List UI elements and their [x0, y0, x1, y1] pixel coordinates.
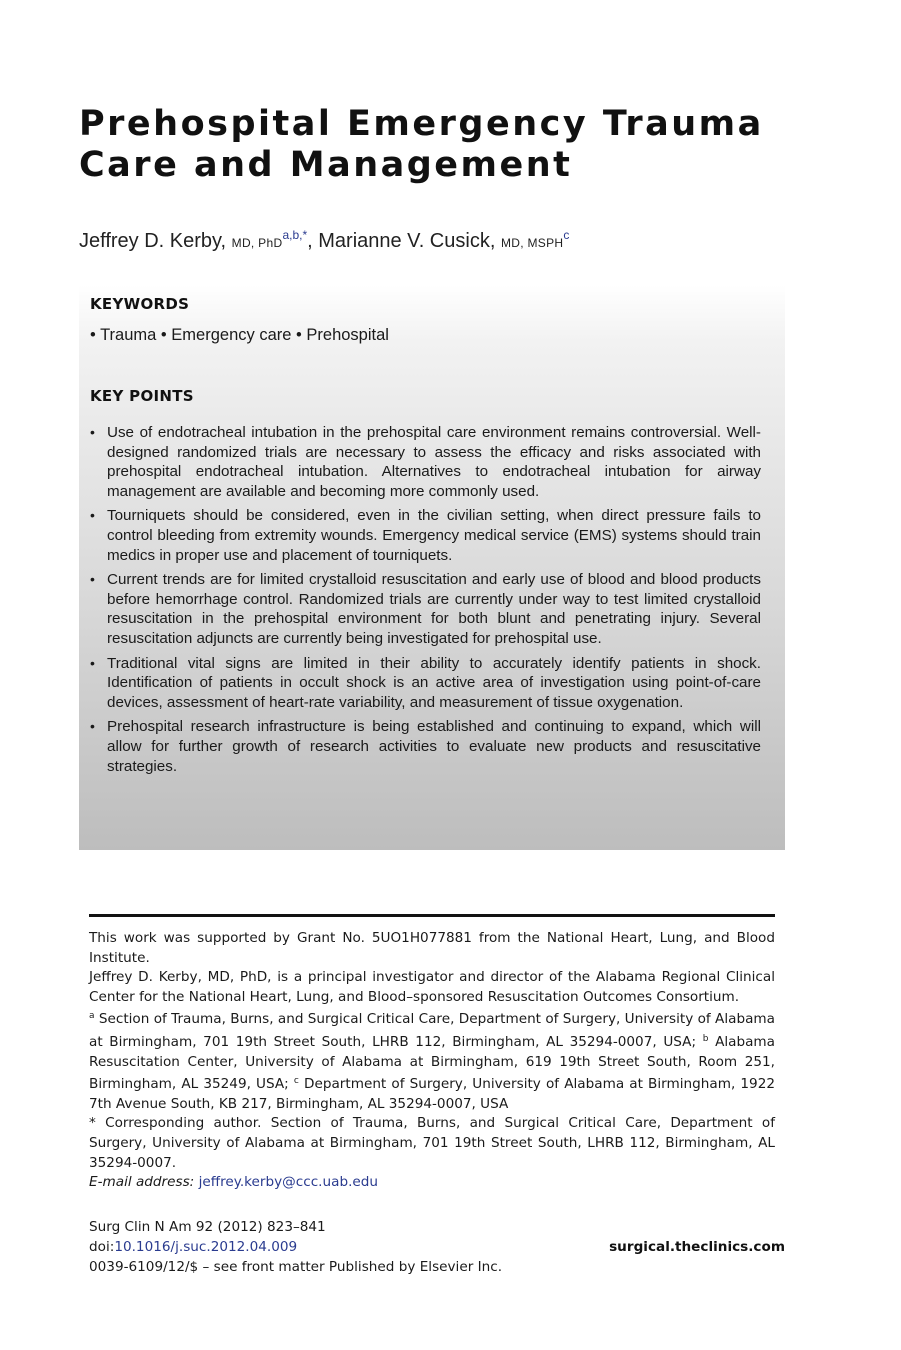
key-point-bullet: •	[90, 718, 95, 735]
keywords-heading: KEYWORDS	[90, 295, 190, 313]
key-point-item	[90, 654, 761, 713]
email-link[interactable]: jeffrey.kerby@ccc.uab.edu	[198, 1174, 379, 1191]
affiliation-mark-c: c	[293, 1076, 299, 1087]
keywords-keypoints-box	[79, 285, 785, 850]
affiliation-c: Department of Surgery, University of Alabama at Birmingham, 1922 7th Avenue South, KB 217, Birmingham, AL 35294-0007, USA	[89, 1076, 776, 1112]
keyword-item: Prehospital	[306, 326, 389, 344]
footnote-divider	[89, 914, 775, 917]
key-point-item	[90, 717, 761, 776]
author-name: Jeffrey D. Kerby,	[79, 230, 227, 252]
key-point-text: Tourniquets should be considered, even in the civilian setting, when direct pressure fails to control bleeding from extremity wounds. Emergency medical service (EMS) systems should train medics in proper use and placement of tourniquets.	[107, 507, 761, 564]
keyword-item: Trauma	[100, 326, 157, 344]
key-points-list	[90, 423, 761, 781]
author-degrees: MD, MSPH	[500, 236, 564, 250]
key-point-text: Traditional vital signs are limited in their ability to accurately identify patients in shock. Identification of patients in occult shock is an active area of investigation using point-of-care devices, assessment of heart-rate variability, and measurement of tissue oxygenation.	[107, 654, 761, 711]
title-line-1: Prehospital Emergency Trauma	[79, 104, 764, 144]
author-list: Jeffrey D. Kerby, MD, PhD$^{a,b,*}$, Marianne V. Cusick, MD, MSPH$^c$	[79, 228, 570, 252]
email-note	[89, 1173, 775, 1193]
key-points-heading: KEY POINTS	[90, 387, 194, 405]
affiliation-mark-a: a	[89, 1011, 95, 1022]
doi-prefix: doi:	[89, 1239, 115, 1255]
author-degrees: MD, PhD	[231, 236, 283, 250]
copyright-line: 0039-6109/12/$ – see front matter Published by Elsevier Inc.	[89, 1259, 503, 1275]
key-point-text: Current trends are for limited crystalloid resuscitation and early use of blood and blood products before hemorrhage control. Randomized trials are currently under way to test limited crystalloid resuscitation in the prehospital environment for both blunt and penetrating injury. Several resuscitation adjuncts are currently being investigated for prehospital use.	[107, 571, 761, 647]
title-line-2: Care and Management	[79, 145, 573, 185]
key-point-text: Use of endotracheal intubation in the prehospital care environment remains controversial. Well-designed randomized trials are necessary to assess the efficacy and risks associated with prehospital endotracheal intubation. Alternatives to endotracheal intubation for airway management are available and becoming more commonly used.	[107, 424, 761, 500]
key-point-item	[90, 506, 761, 565]
key-point-item	[90, 423, 761, 501]
doi-link[interactable]: 10.1016/j.suc.2012.04.009	[114, 1239, 298, 1255]
key-point-bullet: •	[90, 571, 95, 588]
key-point-text: Prehospital research infrastructure is being established and continuing to expand, which will allow for further growth of research activities to evaluate new products and resuscitative strategies.	[107, 718, 761, 775]
affiliations-note	[89, 1007, 775, 1114]
author-name: Marianne V. Cusick,	[318, 230, 496, 252]
keyword-bullet: •	[296, 326, 302, 344]
key-point-item	[90, 570, 761, 648]
funding-note: This work was supported by Grant No. 5UO1H077881 from the National Heart, Lung, and Blood Institute.	[89, 930, 775, 966]
key-point-bullet: •	[90, 507, 95, 524]
keywords-list	[90, 326, 389, 345]
citation-block	[89, 1217, 502, 1277]
author-affiliation-marks[interactable]: c	[563, 228, 570, 242]
email-label: E-mail address:	[89, 1174, 195, 1191]
author-affiliation-marks[interactable]: a,b,*	[282, 228, 308, 242]
affiliation-b: Alabama Resuscitation Center, University of Alabama at Birmingham, 619 19th Street South, Room 251, Birmingham, AL 35249, USA;	[89, 1033, 775, 1093]
journal-citation: Surg Clin N Am 92 (2012) 823–841	[89, 1219, 326, 1235]
article-title	[79, 104, 839, 186]
footnotes	[89, 929, 775, 1193]
journal-website[interactable]: surgical.theclinics.com	[609, 1239, 785, 1255]
keyword-item: Emergency care	[171, 326, 292, 344]
key-point-bullet: •	[90, 654, 95, 671]
keyword-bullet: •	[160, 326, 167, 344]
keyword-bullet: •	[90, 326, 96, 344]
disclosure-note: Jeffrey D. Kerby, MD, PhD, is a principal investigator and director of the Alabama Regional Clinical Center for the National Heart, Lung, and Blood–sponsored Resuscitation Outcomes Consortium.	[89, 969, 775, 1005]
key-point-bullet: •	[90, 424, 95, 440]
corresponding-author-note: * Corresponding author. Section of Trauma, Burns, and Surgical Critical Care, Department of Surgery, University of Alabama at Birmingham, 701 19th Street South, LHRB 112, Birmingham, AL 35294-0007.	[89, 1115, 775, 1171]
doi-line	[89, 1237, 502, 1257]
affiliation-a: Section of Trauma, Burns, and Surgical Critical Care, Department of Surgery, University of Alabama at Birmingham, 701 19th Street South, LHRB 112, Birmingham, AL 35294-0007, USA;	[89, 1011, 775, 1050]
affiliation-mark-b: b	[702, 1033, 709, 1044]
